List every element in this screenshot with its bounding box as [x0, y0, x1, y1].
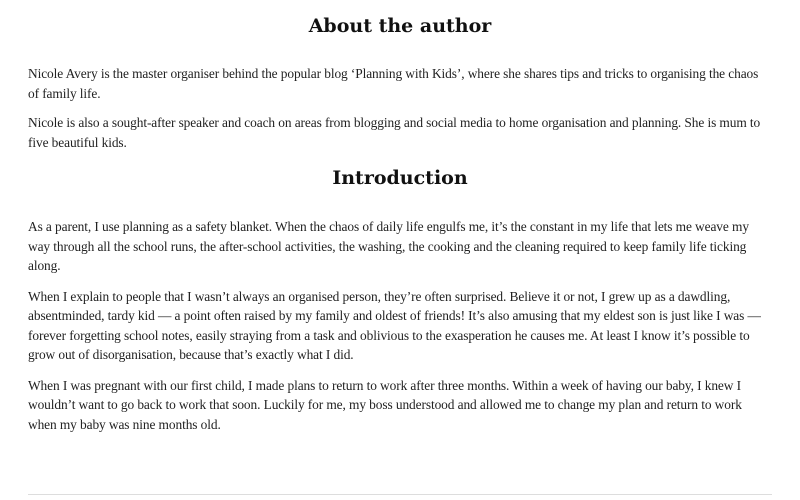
about-paragraph-2: Nicole is also a sought-after speaker and coach on areas from blogging and social media to home organisation and planning. She is mum to five beautiful kids. — [28, 115, 761, 150]
about-paragraph-1: Nicole Avery is the master organiser behind the popular blog ‘Planning with Kids’, where she shares tips and tricks to organising the chaos of family life. — [28, 66, 759, 101]
about-author-heading: About the author — [308, 15, 492, 37]
bottom-divider — [28, 494, 772, 495]
about-author-section — [28, 64, 772, 152]
intro-paragraph-3: When I was pregnant with our first child, I made plans to return to work after three months. Within a week of having our baby, I knew I wouldn’t want to go back to work that soon. Luckily for me, my boss understood and allowed me to change my plan and return to work when my baby was nine months old. — [28, 377, 742, 432]
intro-paragraph-1: As a parent, I use planning as a safety blanket. When the chaos of daily life engulfs me, it’s the constant in my life that lets me weave my way through all the school runs, the after-school activities, the washing, the cooking and the cleaning required to keep family life ticking along. — [28, 219, 749, 273]
introduction-heading: Introduction — [332, 167, 468, 189]
introduction-section — [28, 217, 772, 434]
document-page — [28, 0, 772, 434]
intro-paragraph-2: When I explain to people that I wasn’t always an organised person, they’re often surprised. Believe it or not, I grew up as a dawdling, absentminded, tardy kid — a point often raised by my family and oldest of friends! It’s also amusing that my eldest son is just like I was — forever forgetting school notes, easily straying from a task and oblivious to the exasperation he causes me. At least I know it’s possible to grow out of disorganisation, because that’s exactly what I did. — [28, 288, 761, 362]
